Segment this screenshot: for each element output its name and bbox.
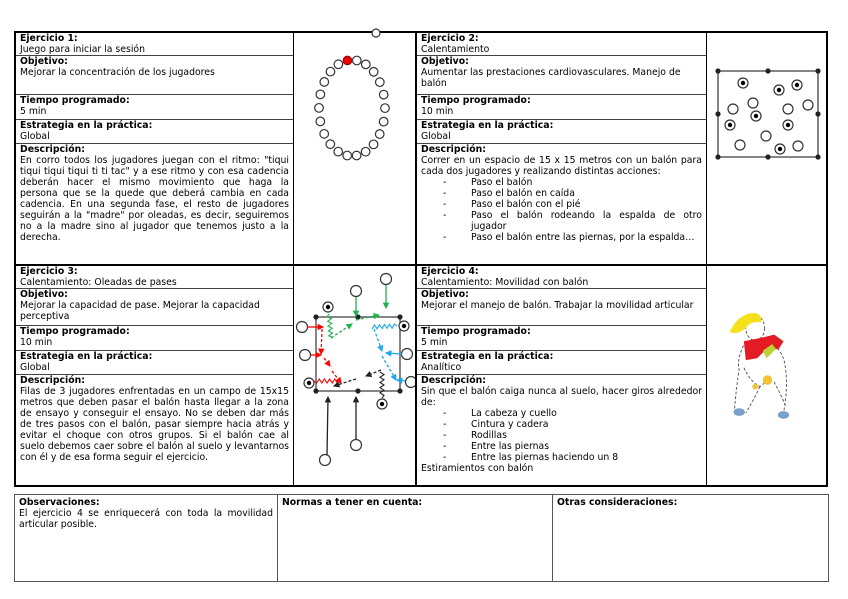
player-marker [316, 117, 325, 126]
objetivo-value: Mejorar el manejo de balón. Trabajar la movilidad articular [421, 300, 694, 311]
blue-pass-arrow [374, 329, 382, 351]
descripcion-value: Filas de 3 jugadores enfrentadas en un campo de 15x15 metros que deben pasar el balón hasta llegar a la zona de ensayo y conseguir el ensayo. No se deben dar más de tres pasos con el balón, pasar siempre hacia atrás y evitar el choque con otros grupos. Si el balón cae al suelo debemos caer sobre el balón al suelo y levantarnos con él y de esa forma seguir el ejercicio. [20, 386, 289, 463]
player-marker [402, 349, 413, 360]
player-marker [381, 104, 390, 113]
player-marker [326, 140, 335, 149]
list-item: - La cabeza y cuello [443, 408, 702, 419]
tiempo-label: Tiempo programado: [421, 95, 531, 106]
player-marker [320, 455, 331, 466]
exercise-4-info [417, 266, 706, 485]
player-marker [376, 78, 385, 87]
player-marker [379, 90, 388, 99]
player-marker [369, 140, 378, 149]
circle-of-players-diagram [294, 23, 415, 163]
descripcion-value: Correr en un espacio de 15 x 15 metros con un balón para cada dos jugadores y realizando distintas acciones: [421, 155, 702, 177]
green-pass-arrow [331, 324, 352, 338]
ball-dot [754, 114, 758, 118]
ball-dot [728, 123, 732, 127]
descripcion-label: Descripción: [20, 144, 85, 155]
cone-marker [313, 388, 318, 393]
list-item: - Entre las piernas [443, 441, 702, 452]
player-marker [375, 130, 384, 139]
objetivo-label: Objetivo: [421, 289, 469, 300]
player-marker [735, 140, 745, 150]
objetivo-label: Objetivo: [421, 56, 469, 67]
descripcion-value: Sin que el balón caiga nunca al suelo, hacer giros alrededor de: [421, 386, 702, 408]
player-marker [352, 56, 361, 65]
tiempo-label: Tiempo programado: [421, 326, 531, 337]
shirt [744, 335, 784, 360]
cone-marker [765, 68, 770, 73]
exercise-1-info [16, 33, 293, 264]
objetivo-label: Objetivo: [20, 56, 68, 67]
player-marker [728, 104, 738, 114]
cone-marker [397, 388, 402, 393]
cone-marker [815, 111, 820, 116]
observaciones-text[interactable]: El ejercicio 4 se enriquecerá con toda la movilidad articular posible. [19, 508, 273, 530]
divider [706, 33, 707, 485]
player-marker [372, 29, 380, 37]
player-marker [793, 141, 803, 151]
descripcion-end: Estiramientos con balón [421, 463, 534, 474]
cone-marker [715, 111, 720, 116]
list-item: - Paso el balón entre las piernas, por la espalda… [443, 232, 702, 243]
estrategia-label: Estrategia en la práctica: [421, 351, 554, 362]
descripcion-label: Descripción: [421, 375, 486, 386]
estrategia-label: Estrategia en la práctica: [20, 351, 153, 362]
player-marker [379, 117, 388, 126]
cone-marker [815, 154, 820, 159]
exercise-title: Ejercicio 4: [421, 266, 479, 277]
estrategia-value: Global [20, 362, 50, 373]
player-marker [406, 377, 416, 388]
estrategia-value: Analítico [421, 362, 462, 373]
cone-marker [715, 68, 720, 73]
player-marker [351, 286, 362, 297]
blue-carry-line [372, 324, 397, 329]
normas-label: Normas a tener en cuenta: [282, 497, 423, 508]
exercise-2-info [417, 33, 706, 264]
madre-player-marker [343, 56, 352, 65]
ball-dot [402, 324, 406, 328]
exercise-3-info [16, 266, 293, 485]
leg-outline [746, 387, 760, 413]
tiempo-value: 10 min [20, 337, 53, 348]
descripcion-label: Descripción: [20, 375, 85, 386]
black-run-arrow [327, 397, 328, 455]
normas-cell [278, 495, 553, 581]
player-marker [369, 68, 378, 77]
list-item: - Cintura y cadera [443, 419, 702, 430]
ball-dot [380, 402, 384, 406]
leg-outline [774, 382, 785, 406]
left-shoe [733, 408, 744, 416]
ball-dot [786, 123, 790, 127]
list-item: - Paso el balón [443, 177, 702, 188]
player-marker [297, 322, 308, 333]
player-marker [320, 130, 329, 139]
descripcion-label: Descripción: [421, 144, 486, 155]
player-marker [316, 90, 325, 99]
hand [752, 384, 758, 390]
red-carry-line [314, 379, 340, 383]
cone-marker [715, 154, 720, 159]
objetivo-value: Aumentar las prestaciones cardiovasculares. Manejo de balón [421, 67, 681, 89]
actions-list [421, 177, 702, 243]
estrategia-label: Estrategia en la práctica: [20, 120, 153, 131]
objetivo-value: Mejorar la concentración de los jugadores [20, 67, 215, 78]
player-marker [783, 104, 793, 114]
player-with-ball-illustration [708, 288, 826, 438]
black-pass-arrow [366, 370, 381, 376]
player-marker [326, 67, 335, 76]
player-marker [343, 151, 352, 160]
list-item: - Paso el balón rodeando la espalda de otro jugador [443, 210, 702, 232]
exercises-table [14, 31, 828, 487]
cone-marker [355, 388, 360, 393]
exercise-name: Calentamiento: Movilidad con balón [421, 277, 589, 288]
exercise-name: Calentamiento: Oleadas de pases [20, 277, 177, 288]
blue-pass-arrow [382, 356, 396, 380]
cone-marker [765, 154, 770, 159]
player-marker [300, 350, 311, 361]
hair [730, 313, 762, 333]
otras-label: Otras consideraciones: [557, 497, 678, 508]
player-marker [361, 147, 370, 156]
player-marker [381, 274, 392, 285]
ball [763, 375, 772, 384]
player-marker [352, 151, 361, 160]
red-pass-arrow [324, 358, 330, 366]
otras-cell [553, 495, 828, 581]
cone-marker [815, 68, 820, 73]
ball-dot [777, 88, 781, 92]
exercise-title: Ejercicio 1: [20, 33, 78, 44]
player-marker [315, 104, 324, 113]
ball-dot [778, 147, 782, 151]
tiempo-value: 5 min [20, 106, 47, 117]
cone-marker [313, 314, 318, 319]
tiempo-value: 10 min [421, 106, 454, 117]
red-pass-arrow [321, 329, 322, 354]
right-shoe [778, 411, 789, 419]
exercise-name: Juego para iniciar la sesión [20, 44, 146, 55]
player-marker [761, 131, 771, 141]
player-marker [803, 100, 813, 110]
square-field-players-diagram [708, 61, 826, 171]
player-marker [361, 60, 370, 69]
cone-marker [397, 314, 402, 319]
list-item: - Paso el balón en caída [443, 188, 702, 199]
tiempo-label: Tiempo programado: [20, 326, 130, 337]
black-carry-line [380, 372, 384, 398]
movements-list [421, 408, 702, 463]
descripcion-value: En corro todos los jugadores juegan con el ritmo: "tiqui tiqui tiqui tiqui ti ti tac" y a ese ritmo y con esa cadencia deberán hacer el mismo movimiento que haga la persona que se la quede que deberá cambia en cada cadencia. En una segunda fase, el resto de jugadores seguirán a la "madre" por oleadas, es decir, seguiremos no a la madre sino al jugador que tenemos justo a la derecha. [20, 155, 289, 243]
player-marker [334, 147, 343, 156]
exercise-name: Calentamiento [421, 44, 490, 55]
observaciones-cell [15, 495, 278, 581]
ball-dot [326, 305, 330, 309]
list-item: - Rodillas [443, 430, 702, 441]
passing-waves-diagram [294, 266, 415, 466]
estrategia-value: Global [421, 131, 451, 142]
objetivo-label: Objetivo: [20, 289, 68, 300]
tiempo-label: Tiempo programado: [20, 95, 130, 106]
left-leg-outline [734, 341, 745, 410]
player-marker [320, 78, 329, 87]
estrategia-label: Estrategia en la práctica: [421, 120, 554, 131]
ball-dot [307, 381, 311, 385]
list-item: - Entre las piernas haciendo un 8 [443, 452, 702, 463]
estrategia-value: Global [20, 131, 50, 142]
exercise-title: Ejercicio 2: [421, 33, 479, 44]
player-marker [334, 60, 343, 69]
player-marker [351, 440, 362, 451]
ball-dot [741, 81, 745, 85]
list-item: - Paso el balón con el pié [443, 199, 702, 210]
ball-dot [795, 83, 799, 87]
objetivo-value: Mejorar la capacidad de pase. Mejorar la capacidad perceptiva [20, 300, 260, 322]
player-marker [748, 98, 758, 108]
observaciones-label: Observaciones: [19, 497, 100, 508]
blue-run-arrow [397, 380, 405, 381]
notes-table [14, 494, 829, 582]
tiempo-value: 5 min [421, 337, 448, 348]
exercise-title: Ejercicio 3: [20, 266, 78, 277]
